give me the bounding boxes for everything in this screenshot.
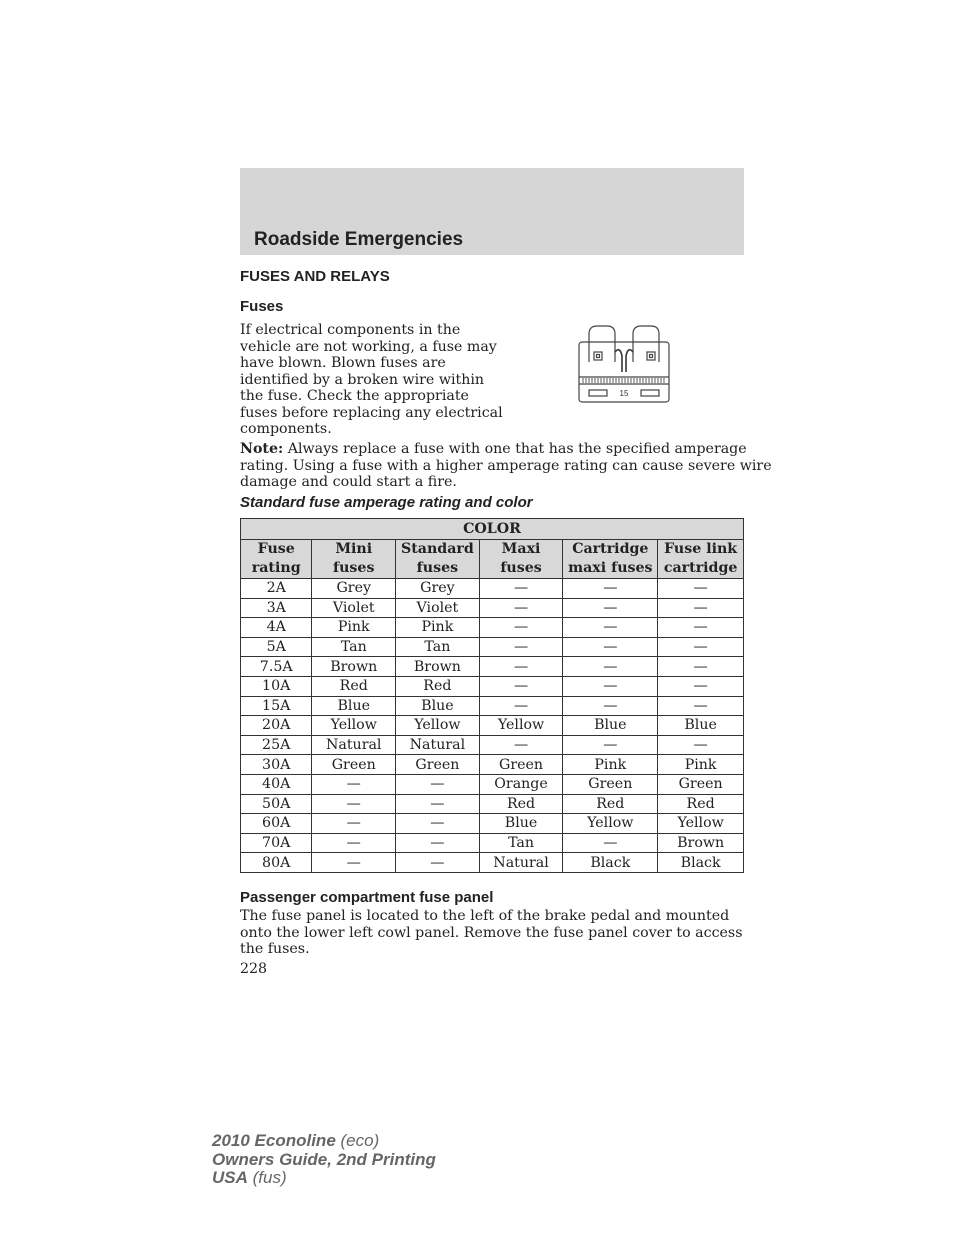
footer-market-code: (fus) <box>247 1168 287 1187</box>
table-cell: Tan <box>312 637 396 657</box>
table-cell: 4A <box>241 618 312 638</box>
table-row <box>241 814 744 834</box>
table-cell: Violet <box>396 598 480 618</box>
table-cell: 60A <box>241 814 312 834</box>
intro-line: fuses before replacing any electrical <box>240 404 503 421</box>
table-row <box>241 637 744 657</box>
table-row <box>241 853 744 873</box>
column-header: Standard fuses <box>396 540 480 579</box>
table-cell: Tan <box>479 833 563 853</box>
intro-line: the fuse. Check the appropriate <box>240 388 469 404</box>
table-row <box>241 774 744 794</box>
table-cell: — <box>563 657 658 677</box>
table-row <box>241 598 744 618</box>
column-header: Fuse link cartridge <box>658 540 744 579</box>
table-cell: — <box>479 598 563 618</box>
table-cell: Green <box>396 755 480 775</box>
table-cell: Red <box>479 794 563 814</box>
table-cell: Red <box>563 794 658 814</box>
table-cell: — <box>479 657 563 677</box>
table-cell: — <box>563 618 658 638</box>
intro-line: identified by a broken wire within <box>240 371 485 388</box>
table-cell: — <box>658 618 744 638</box>
table-cell: — <box>479 637 563 657</box>
table-cell: Grey <box>312 579 396 599</box>
table-cell: — <box>658 657 744 677</box>
table-cell: Blue <box>312 696 396 716</box>
table-cell: Red <box>312 676 396 696</box>
section-title: Roadside Emergencies <box>254 229 464 250</box>
table-cell: — <box>396 794 480 814</box>
fuse-rating-label: 15 <box>619 389 629 398</box>
table-cell: 25A <box>241 735 312 755</box>
table-cell: Red <box>396 676 480 696</box>
footer-market: USA <box>212 1168 248 1187</box>
table-cell: Yellow <box>479 716 563 736</box>
table-cell: Pink <box>312 618 396 638</box>
page-heading: FUSES AND RELAYS <box>240 268 390 285</box>
table-row <box>241 696 744 716</box>
table-cell: 10A <box>241 676 312 696</box>
table-cell: Yellow <box>396 716 480 736</box>
footer-edition: Owners Guide, 2nd Printing <box>212 1149 436 1169</box>
table-cell: 40A <box>241 774 312 794</box>
table-cell: Orange <box>479 774 563 794</box>
note-paragraph <box>240 441 772 491</box>
table-cell: 7.5A <box>241 657 312 677</box>
table-cell: Natural <box>479 853 563 873</box>
table-cell: — <box>658 598 744 618</box>
table-cell: Green <box>563 774 658 794</box>
table-cell: — <box>563 833 658 853</box>
table-cell: — <box>479 579 563 599</box>
document-footer <box>212 1132 436 1188</box>
table-cell: — <box>396 814 480 834</box>
subsection-title: Passenger compartment fuse panel <box>240 889 494 906</box>
note-line: rating. Using a fuse with a higher amperage rating can cause severe wire <box>240 457 772 474</box>
intro-paragraph <box>240 322 503 438</box>
table-cell: 3A <box>241 598 312 618</box>
table-cell: Brown <box>658 833 744 853</box>
intro-line: have blown. Blown fuses are <box>240 355 446 371</box>
table-cell: Green <box>479 755 563 775</box>
column-header: Cartridge maxi fuses <box>563 540 658 579</box>
table-cell: — <box>563 598 658 618</box>
table-cell: 70A <box>241 833 312 853</box>
table-cell: — <box>312 794 396 814</box>
table-cell: — <box>658 676 744 696</box>
table-cell: Blue <box>479 814 563 834</box>
table-cell: Black <box>658 853 744 873</box>
table-cell: — <box>479 696 563 716</box>
table-cell: Green <box>312 755 396 775</box>
page-number: 228 <box>240 961 268 977</box>
table-cell: 30A <box>241 755 312 775</box>
table-caption: Standard fuse amperage rating and color <box>240 494 533 511</box>
table-cell: — <box>312 833 396 853</box>
body-line: the fuses. <box>240 941 310 957</box>
table-cell: Natural <box>396 735 480 755</box>
table-cell: — <box>563 696 658 716</box>
footer-model-code: (eco) <box>335 1131 380 1150</box>
note-line: damage and could start a fire. <box>240 474 457 490</box>
table-cell: — <box>658 696 744 716</box>
intro-line: components. <box>240 421 332 437</box>
table-cell: Blue <box>396 696 480 716</box>
table-cell: Brown <box>396 657 480 677</box>
table-cell: Red <box>658 794 744 814</box>
table-cell: — <box>479 618 563 638</box>
table-cell: — <box>479 735 563 755</box>
table-row <box>241 735 744 755</box>
table-cell: 20A <box>241 716 312 736</box>
body-line: onto the lower left cowl panel. Remove the fuse panel cover to access <box>240 924 743 941</box>
table-cell: — <box>312 774 396 794</box>
intro-line: vehicle are not working, a fuse may <box>240 338 497 355</box>
table-row <box>241 833 744 853</box>
table-cell: Blue <box>658 716 744 736</box>
column-header: Mini fuses <box>312 540 396 579</box>
table-row <box>241 618 744 638</box>
table-cell: Yellow <box>312 716 396 736</box>
table-cell: 15A <box>241 696 312 716</box>
table-cell: Black <box>563 853 658 873</box>
table-cell: — <box>479 676 563 696</box>
subheading-fuses: Fuses <box>240 298 284 315</box>
table-cell: Pink <box>563 755 658 775</box>
body-line: The fuse panel is located to the left of the brake pedal and mounted <box>240 908 730 924</box>
subsection-paragraph <box>240 908 744 958</box>
table-cell: Brown <box>312 657 396 677</box>
table-cell: Grey <box>396 579 480 599</box>
table-cell: — <box>312 853 396 873</box>
table-cell: — <box>658 637 744 657</box>
table-cell: — <box>396 833 480 853</box>
table-cell: Pink <box>396 618 480 638</box>
table-cell: 80A <box>241 853 312 873</box>
table-cell: — <box>563 735 658 755</box>
table-row <box>241 579 744 599</box>
table-cell: Blue <box>563 716 658 736</box>
table-cell: Yellow <box>563 814 658 834</box>
table-cell: Pink <box>658 755 744 775</box>
table-cell: — <box>563 676 658 696</box>
table-row <box>241 657 744 677</box>
table-cell: Green <box>658 774 744 794</box>
footer-model: 2010 Econoline <box>212 1131 336 1150</box>
table-cell: 5A <box>241 637 312 657</box>
table-cell: 2A <box>241 579 312 599</box>
table-body <box>241 579 744 873</box>
table-cell: — <box>312 814 396 834</box>
table-row <box>241 716 744 736</box>
note-label: Note: <box>240 441 284 457</box>
column-header: Fuse rating <box>241 540 312 579</box>
fuse-color-table <box>240 518 744 873</box>
table-group-header: COLOR <box>241 519 744 540</box>
table-row <box>241 794 744 814</box>
table-cell: Yellow <box>658 814 744 834</box>
table-cell: — <box>658 735 744 755</box>
table-cell: Natural <box>312 735 396 755</box>
table-cell: — <box>563 579 658 599</box>
note-text: Always replace a fuse with one that has the specified amperage <box>283 441 747 457</box>
table-row <box>241 755 744 775</box>
table-cell: — <box>396 774 480 794</box>
table-cell: 50A <box>241 794 312 814</box>
intro-line: If electrical components in the <box>240 322 461 338</box>
table-cell: Tan <box>396 637 480 657</box>
table-cell: — <box>658 579 744 599</box>
blade-fuse-illustration <box>576 322 672 406</box>
table-cell: — <box>563 637 658 657</box>
table-row <box>241 676 744 696</box>
table-cell: — <box>396 853 480 873</box>
table-cell: Violet <box>312 598 396 618</box>
column-header: Maxi fuses <box>479 540 563 579</box>
